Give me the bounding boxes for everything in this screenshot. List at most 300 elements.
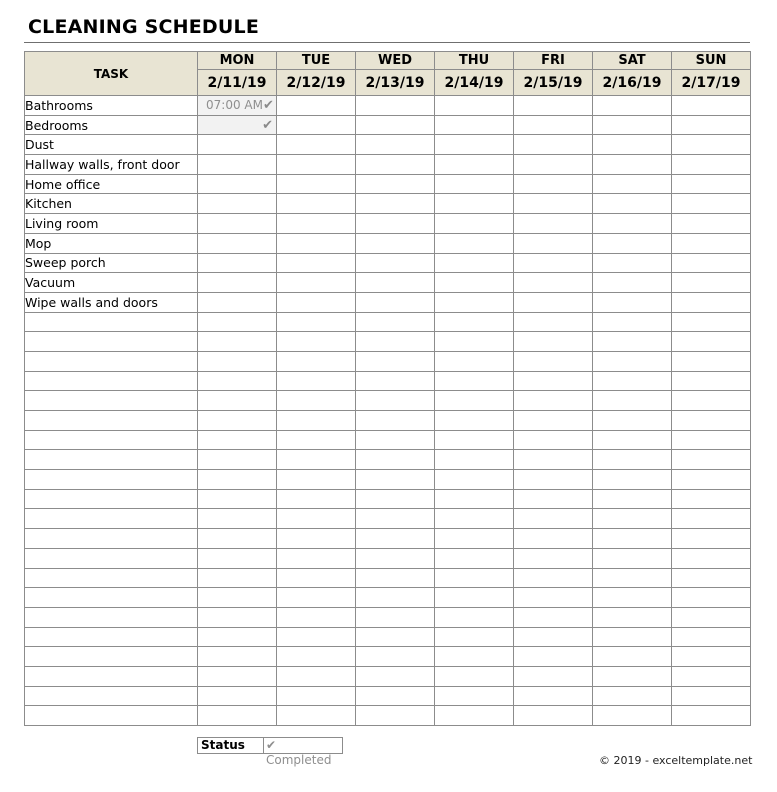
- task-cell[interactable]: [25, 588, 198, 608]
- status-cell-sat[interactable]: [593, 96, 672, 116]
- status-cell-wed[interactable]: [356, 96, 435, 116]
- status-cell-fri[interactable]: [514, 647, 593, 667]
- status-cell-sun[interactable]: [672, 588, 751, 608]
- task-cell[interactable]: Home office: [25, 174, 198, 194]
- status-legend-label: Status: [198, 738, 264, 753]
- table-row: [25, 686, 751, 706]
- task-cell[interactable]: [25, 489, 198, 509]
- status-cell-sat[interactable]: [593, 548, 672, 568]
- status-cell-sat[interactable]: [593, 470, 672, 490]
- task-cell[interactable]: [25, 411, 198, 431]
- status-cell-thu[interactable]: [435, 647, 514, 667]
- status-cell-fri[interactable]: [514, 607, 593, 627]
- status-cell-mon[interactable]: [198, 627, 277, 647]
- status-cell-wed[interactable]: [356, 529, 435, 549]
- status-cell-mon[interactable]: [198, 706, 277, 726]
- status-cell-fri[interactable]: [514, 588, 593, 608]
- status-cell-sat[interactable]: [593, 115, 672, 135]
- status-cell-mon[interactable]: [198, 135, 277, 155]
- task-cell[interactable]: [25, 371, 198, 391]
- task-cell[interactable]: [25, 470, 198, 490]
- status-cell-thu[interactable]: [435, 686, 514, 706]
- table-row: [25, 647, 751, 667]
- task-cell[interactable]: Bathrooms: [25, 96, 198, 116]
- status-cell-mon[interactable]: [198, 450, 277, 470]
- status-cell-thu[interactable]: [435, 292, 514, 312]
- status-cell-fri[interactable]: [514, 371, 593, 391]
- status-cell-sun[interactable]: [672, 568, 751, 588]
- table-row: [25, 430, 751, 450]
- status-cell-tue[interactable]: [277, 706, 356, 726]
- day-header-row: [25, 52, 751, 70]
- table-row: [25, 233, 751, 253]
- status-cell-fri[interactable]: [514, 273, 593, 293]
- status-cell-sat[interactable]: [593, 253, 672, 273]
- status-cell-mon[interactable]: [198, 430, 277, 450]
- status-cell-sun[interactable]: [672, 509, 751, 529]
- status-cell-thu[interactable]: [435, 351, 514, 371]
- status-cell-tue[interactable]: [277, 548, 356, 568]
- status-cell-tue[interactable]: [277, 312, 356, 332]
- status-cell-sun[interactable]: [672, 627, 751, 647]
- status-cell-sun[interactable]: [672, 292, 751, 312]
- status-cell-sun[interactable]: [672, 411, 751, 431]
- status-cell-wed[interactable]: [356, 411, 435, 431]
- status-cell-mon[interactable]: [198, 588, 277, 608]
- status-cell-tue[interactable]: [277, 214, 356, 234]
- task-cell[interactable]: Vacuum: [25, 273, 198, 293]
- status-cell-sun[interactable]: [672, 96, 751, 116]
- status-cell-sun[interactable]: [672, 115, 751, 135]
- status-cell-tue[interactable]: [277, 489, 356, 509]
- status-cell-sat[interactable]: [593, 194, 672, 214]
- task-cell[interactable]: [25, 607, 198, 627]
- table-row: [25, 627, 751, 647]
- status-cell-thu[interactable]: [435, 174, 514, 194]
- status-cell-tue[interactable]: [277, 273, 356, 293]
- status-cell-mon[interactable]: [198, 548, 277, 568]
- status-cell-wed[interactable]: [356, 292, 435, 312]
- task-column-header: TASK: [25, 52, 198, 96]
- status-cell-tue[interactable]: [277, 411, 356, 431]
- status-cell-wed[interactable]: [356, 666, 435, 686]
- status-cell-thu[interactable]: [435, 470, 514, 490]
- status-cell-tue[interactable]: [277, 647, 356, 667]
- status-cell-sat[interactable]: [593, 568, 672, 588]
- status-cell-fri[interactable]: [514, 509, 593, 529]
- day-header-thu: THU: [435, 52, 514, 70]
- status-cell-wed[interactable]: [356, 489, 435, 509]
- status-cell-content: [198, 98, 276, 113]
- task-cell[interactable]: [25, 332, 198, 352]
- date-header-thu[interactable]: 2/14/19: [435, 70, 514, 96]
- status-cell-wed[interactable]: [356, 509, 435, 529]
- task-cell[interactable]: [25, 529, 198, 549]
- status-cell-sun[interactable]: [672, 686, 751, 706]
- status-cell-tue[interactable]: [277, 430, 356, 450]
- task-cell[interactable]: Bedrooms: [25, 115, 198, 135]
- status-cell-mon[interactable]: [198, 214, 277, 234]
- task-cell[interactable]: [25, 568, 198, 588]
- status-cell-wed[interactable]: [356, 607, 435, 627]
- table-row: [25, 607, 751, 627]
- status-cell-mon[interactable]: [198, 470, 277, 490]
- status-cell-wed[interactable]: [356, 548, 435, 568]
- status-cell-sun[interactable]: [672, 233, 751, 253]
- status-cell-fri[interactable]: [514, 391, 593, 411]
- status-cell-thu[interactable]: [435, 391, 514, 411]
- status-cell-sun[interactable]: [672, 174, 751, 194]
- status-cell-thu[interactable]: [435, 253, 514, 273]
- table-row: [25, 470, 751, 490]
- status-cell-sun[interactable]: [672, 548, 751, 568]
- status-cell-wed[interactable]: [356, 450, 435, 470]
- table-row: [25, 96, 751, 116]
- status-cell-mon[interactable]: [198, 351, 277, 371]
- status-cell-sat[interactable]: [593, 588, 672, 608]
- task-cell[interactable]: [25, 351, 198, 371]
- status-cell-sun[interactable]: [672, 253, 751, 273]
- schedule-table: [24, 51, 751, 726]
- task-cell[interactable]: [25, 647, 198, 667]
- task-cell[interactable]: [25, 430, 198, 450]
- status-cell-fri[interactable]: [514, 292, 593, 312]
- status-cell-mon[interactable]: [198, 666, 277, 686]
- status-cell-wed[interactable]: [356, 568, 435, 588]
- status-cell-fri[interactable]: [514, 686, 593, 706]
- status-cell-thu[interactable]: [435, 332, 514, 352]
- date-header-sat[interactable]: 2/16/19: [593, 70, 672, 96]
- task-cell[interactable]: [25, 391, 198, 411]
- status-cell-tue[interactable]: [277, 509, 356, 529]
- status-cell-thu[interactable]: [435, 115, 514, 135]
- status-cell-wed[interactable]: [356, 647, 435, 667]
- status-cell-sun[interactable]: [672, 155, 751, 175]
- status-cell-mon[interactable]: [198, 155, 277, 175]
- status-cell-mon[interactable]: [198, 686, 277, 706]
- status-cell-content: [198, 118, 276, 133]
- status-cell-sat[interactable]: [593, 706, 672, 726]
- status-cell-thu[interactable]: [435, 96, 514, 116]
- status-cell-wed[interactable]: [356, 391, 435, 411]
- status-cell-sat[interactable]: [593, 292, 672, 312]
- status-cell-sun[interactable]: [672, 351, 751, 371]
- table-row: [25, 214, 751, 234]
- status-cell-mon[interactable]: [198, 647, 277, 667]
- task-cell[interactable]: [25, 627, 198, 647]
- status-cell-thu[interactable]: [435, 607, 514, 627]
- status-cell-thu[interactable]: [435, 273, 514, 293]
- status-cell-sat[interactable]: [593, 351, 672, 371]
- status-cell-sat[interactable]: [593, 686, 672, 706]
- status-legend: [197, 737, 343, 767]
- status-cell-mon[interactable]: [198, 489, 277, 509]
- status-cell-tue[interactable]: [277, 155, 356, 175]
- table-row: [25, 509, 751, 529]
- task-cell[interactable]: Mop: [25, 233, 198, 253]
- status-cell-wed[interactable]: [356, 194, 435, 214]
- status-cell-mon[interactable]: [198, 371, 277, 391]
- copyright-text: © 2019 - exceltemplate.net: [599, 754, 753, 767]
- status-cell-mon[interactable]: [198, 233, 277, 253]
- status-cell-tue[interactable]: [277, 253, 356, 273]
- status-cell-wed[interactable]: [356, 588, 435, 608]
- status-cell-mon[interactable]: [198, 253, 277, 273]
- status-cell-sun[interactable]: [672, 135, 751, 155]
- task-cell[interactable]: [25, 548, 198, 568]
- status-cell-sat[interactable]: [593, 529, 672, 549]
- status-cell-wed[interactable]: [356, 253, 435, 273]
- status-cell-mon[interactable]: [198, 509, 277, 529]
- status-cell-sun[interactable]: [672, 273, 751, 293]
- status-cell-sat[interactable]: [593, 627, 672, 647]
- day-header-tue: TUE: [277, 52, 356, 70]
- status-cell-sat[interactable]: [593, 430, 672, 450]
- status-cell-tue[interactable]: [277, 115, 356, 135]
- status-cell-sun[interactable]: [672, 312, 751, 332]
- status-cell-fri[interactable]: [514, 174, 593, 194]
- status-cell-fri[interactable]: [514, 548, 593, 568]
- status-cell-wed[interactable]: [356, 135, 435, 155]
- table-row: [25, 450, 751, 470]
- status-cell-sun[interactable]: [672, 489, 751, 509]
- status-cell-tue[interactable]: [277, 174, 356, 194]
- task-cell[interactable]: [25, 509, 198, 529]
- table-row: [25, 568, 751, 588]
- task-cell[interactable]: [25, 666, 198, 686]
- status-cell-wed[interactable]: [356, 174, 435, 194]
- status-cell-wed[interactable]: [356, 233, 435, 253]
- task-cell[interactable]: Wipe walls and doors: [25, 292, 198, 312]
- status-cell-fri[interactable]: [514, 470, 593, 490]
- status-cell-sat[interactable]: [593, 371, 672, 391]
- status-cell-mon[interactable]: [198, 332, 277, 352]
- table-row: [25, 588, 751, 608]
- status-cell-mon[interactable]: [198, 568, 277, 588]
- status-cell-mon[interactable]: [198, 529, 277, 549]
- status-cell-tue[interactable]: [277, 666, 356, 686]
- status-cell-thu[interactable]: [435, 548, 514, 568]
- status-cell-thu[interactable]: [435, 430, 514, 450]
- status-cell-sun[interactable]: [672, 607, 751, 627]
- status-cell-fri[interactable]: [514, 233, 593, 253]
- status-cell-tue[interactable]: [277, 233, 356, 253]
- status-cell-tue[interactable]: [277, 391, 356, 411]
- status-cell-thu[interactable]: [435, 568, 514, 588]
- status-cell-sun[interactable]: [672, 666, 751, 686]
- table-row: [25, 292, 751, 312]
- status-cell-wed[interactable]: [356, 706, 435, 726]
- status-cell-wed[interactable]: [356, 351, 435, 371]
- page-title: CLEANING SCHEDULE: [28, 16, 260, 38]
- table-row: [25, 351, 751, 371]
- status-cell-tue[interactable]: [277, 588, 356, 608]
- status-cell-tue[interactable]: [277, 470, 356, 490]
- status-cell-wed[interactable]: [356, 312, 435, 332]
- status-cell-fri[interactable]: [514, 253, 593, 273]
- status-cell-fri[interactable]: [514, 489, 593, 509]
- status-cell-wed[interactable]: [356, 115, 435, 135]
- day-header-sun: SUN: [672, 52, 751, 70]
- status-cell-fri[interactable]: [514, 411, 593, 431]
- status-cell-tue[interactable]: [277, 686, 356, 706]
- status-cell-wed[interactable]: [356, 332, 435, 352]
- status-cell-tue[interactable]: [277, 351, 356, 371]
- status-cell-fri[interactable]: [514, 529, 593, 549]
- status-cell-wed[interactable]: [356, 371, 435, 391]
- status-cell-sun[interactable]: [672, 647, 751, 667]
- status-cell-thu[interactable]: [435, 214, 514, 234]
- task-cell[interactable]: [25, 312, 198, 332]
- status-cell-mon[interactable]: [198, 115, 277, 135]
- status-cell-sun[interactable]: [672, 371, 751, 391]
- status-cell-thu[interactable]: [435, 312, 514, 332]
- task-cell[interactable]: Living room: [25, 214, 198, 234]
- status-cell-sun[interactable]: [672, 332, 751, 352]
- status-cell-thu[interactable]: [435, 666, 514, 686]
- status-cell-thu[interactable]: [435, 627, 514, 647]
- status-cell-tue[interactable]: [277, 135, 356, 155]
- task-cell[interactable]: Hallway walls, front door: [25, 155, 198, 175]
- status-cell-thu[interactable]: [435, 489, 514, 509]
- task-cell[interactable]: Sweep porch: [25, 253, 198, 273]
- status-cell-sat[interactable]: [593, 273, 672, 293]
- status-cell-fri[interactable]: [514, 332, 593, 352]
- status-cell-mon[interactable]: [198, 194, 277, 214]
- status-cell-mon[interactable]: [198, 411, 277, 431]
- status-cell-sun[interactable]: [672, 391, 751, 411]
- status-cell-fri[interactable]: [514, 115, 593, 135]
- status-cell-mon[interactable]: [198, 292, 277, 312]
- status-cell-sat[interactable]: [593, 233, 672, 253]
- status-cell-fri[interactable]: [514, 155, 593, 175]
- status-cell-sat[interactable]: [593, 312, 672, 332]
- status-cell-mon[interactable]: [198, 174, 277, 194]
- status-cell-sat[interactable]: [593, 155, 672, 175]
- status-cell-thu[interactable]: [435, 588, 514, 608]
- date-header-tue[interactable]: 2/12/19: [277, 70, 356, 96]
- status-cell-mon[interactable]: [198, 273, 277, 293]
- status-cell-sat[interactable]: [593, 391, 672, 411]
- status-cell-fri[interactable]: [514, 627, 593, 647]
- status-cell-mon[interactable]: [198, 391, 277, 411]
- status-cell-fri[interactable]: [514, 214, 593, 234]
- status-cell-tue[interactable]: [277, 371, 356, 391]
- status-cell-fri[interactable]: [514, 706, 593, 726]
- status-cell-sat[interactable]: [593, 666, 672, 686]
- status-cell-sun[interactable]: [672, 194, 751, 214]
- status-cell-sat[interactable]: [593, 509, 672, 529]
- status-cell-tue[interactable]: [277, 607, 356, 627]
- status-cell-wed[interactable]: [356, 627, 435, 647]
- status-cell-fri[interactable]: [514, 430, 593, 450]
- status-cell-fri[interactable]: [514, 666, 593, 686]
- status-cell-mon[interactable]: [198, 607, 277, 627]
- status-cell-sat[interactable]: [593, 489, 672, 509]
- status-cell-thu[interactable]: [435, 509, 514, 529]
- status-cell-fri[interactable]: [514, 96, 593, 116]
- status-cell-tue[interactable]: [277, 568, 356, 588]
- day-header-mon: MON: [198, 52, 277, 70]
- status-cell-sat[interactable]: [593, 214, 672, 234]
- task-cell[interactable]: [25, 686, 198, 706]
- status-cell-sat[interactable]: [593, 450, 672, 470]
- status-cell-tue[interactable]: [277, 450, 356, 470]
- status-cell-sat[interactable]: [593, 607, 672, 627]
- status-cell-wed[interactable]: [356, 470, 435, 490]
- table-row: [25, 391, 751, 411]
- table-row: [25, 155, 751, 175]
- status-cell-sun[interactable]: [672, 470, 751, 490]
- status-cell-fri[interactable]: [514, 194, 593, 214]
- status-cell-sat[interactable]: [593, 174, 672, 194]
- status-cell-fri[interactable]: [514, 135, 593, 155]
- status-cell-wed[interactable]: [356, 686, 435, 706]
- status-cell-thu[interactable]: [435, 135, 514, 155]
- status-cell-sun[interactable]: [672, 450, 751, 470]
- status-cell-sun[interactable]: [672, 430, 751, 450]
- day-header-sat: SAT: [593, 52, 672, 70]
- status-cell-tue[interactable]: [277, 96, 356, 116]
- status-cell-tue[interactable]: [277, 529, 356, 549]
- status-cell-wed[interactable]: [356, 214, 435, 234]
- status-cell-thu[interactable]: [435, 706, 514, 726]
- status-cell-sat[interactable]: [593, 411, 672, 431]
- status-cell-wed[interactable]: [356, 273, 435, 293]
- date-header-sun[interactable]: 2/17/19: [672, 70, 751, 96]
- status-cell-fri[interactable]: [514, 450, 593, 470]
- status-legend-value[interactable]: ✔ Completed: [266, 738, 332, 767]
- status-cell-tue[interactable]: [277, 332, 356, 352]
- status-cell-thu[interactable]: [435, 194, 514, 214]
- table-row: [25, 666, 751, 686]
- status-cell-thu[interactable]: [435, 233, 514, 253]
- date-header-fri[interactable]: 2/15/19: [514, 70, 593, 96]
- status-cell-fri[interactable]: [514, 351, 593, 371]
- date-header-wed[interactable]: 2/13/19: [356, 70, 435, 96]
- table-row: [25, 194, 751, 214]
- status-cell-thu[interactable]: [435, 155, 514, 175]
- status-cell-thu[interactable]: [435, 450, 514, 470]
- task-cell[interactable]: [25, 706, 198, 726]
- status-cell-sat[interactable]: [593, 135, 672, 155]
- status-cell-sun[interactable]: [672, 706, 751, 726]
- status-cell-sun[interactable]: [672, 529, 751, 549]
- table-row: [25, 411, 751, 431]
- status-cell-sun[interactable]: [672, 214, 751, 234]
- status-cell-thu[interactable]: [435, 529, 514, 549]
- task-cell[interactable]: [25, 450, 198, 470]
- date-header-mon[interactable]: 2/11/19: [198, 70, 277, 96]
- status-cell-mon[interactable]: [198, 96, 277, 116]
- status-cell-wed[interactable]: [356, 430, 435, 450]
- status-cell-thu[interactable]: [435, 371, 514, 391]
- task-cell[interactable]: Kitchen: [25, 194, 198, 214]
- status-cell-sat[interactable]: [593, 647, 672, 667]
- status-cell-fri[interactable]: [514, 312, 593, 332]
- scheduled-time: 07:00 AM: [206, 98, 263, 113]
- status-cell-fri[interactable]: [514, 568, 593, 588]
- status-cell-wed[interactable]: [356, 155, 435, 175]
- status-cell-thu[interactable]: [435, 411, 514, 431]
- status-cell-tue[interactable]: [277, 627, 356, 647]
- status-cell-tue[interactable]: [277, 194, 356, 214]
- status-cell-sat[interactable]: [593, 332, 672, 352]
- status-cell-tue[interactable]: [277, 292, 356, 312]
- status-cell-mon[interactable]: [198, 312, 277, 332]
- table-row: [25, 548, 751, 568]
- task-cell[interactable]: Dust: [25, 135, 198, 155]
